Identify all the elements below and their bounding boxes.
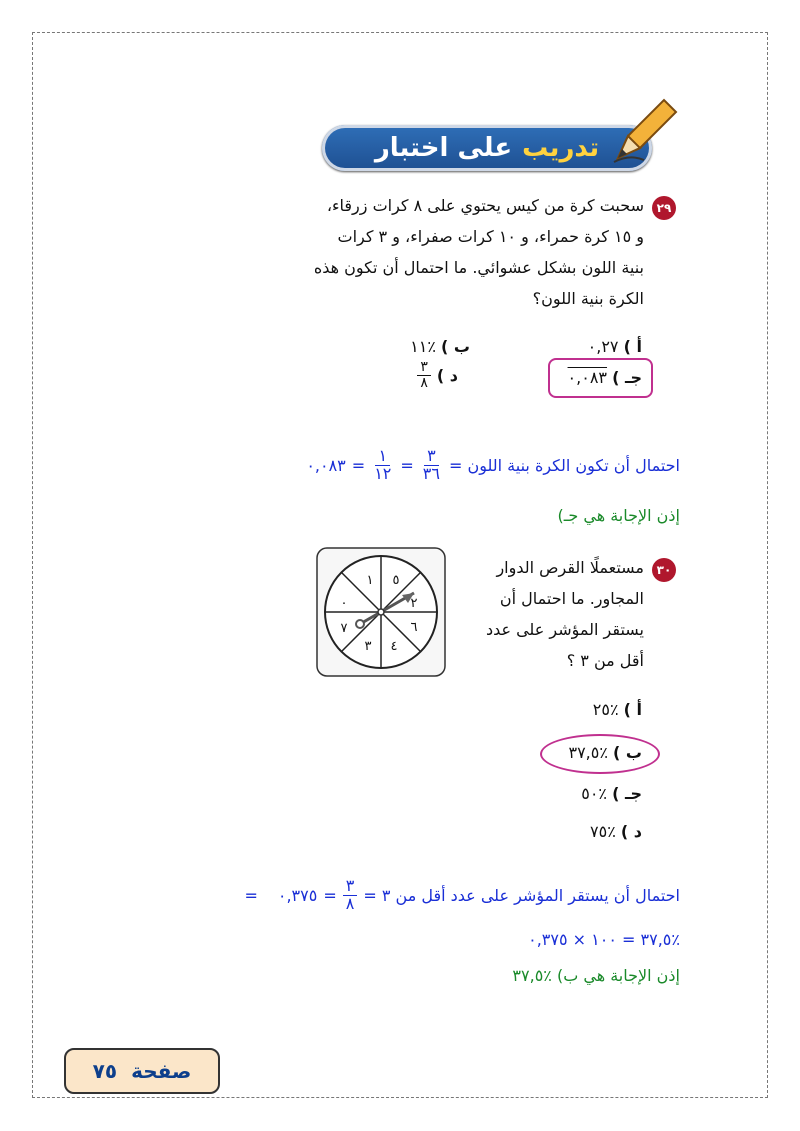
question-29-text — [304, 190, 644, 314]
spinner-label-0: ٠ — [340, 596, 348, 611]
q29-line-4: الكرة بنية اللون؟ — [532, 289, 644, 308]
spinner-label-2: ٢ — [410, 596, 418, 611]
spinner-figure — [316, 547, 446, 677]
banner-accent-word: تدريب — [522, 133, 600, 163]
q29-solution-line: احتمال أن تكون الكرة بنية اللون = $\frac{٣}{٣٦}$ = $\frac{١}{١٢}$ = ٠,٠٨٣ — [306, 446, 680, 483]
spinner-label-4: ٤ — [390, 639, 398, 654]
banner-main-word: على اختبار — [374, 133, 513, 163]
q30-option-b: ب ) ٪٣٧,٥ — [568, 743, 642, 762]
spinner-label-1: ١ — [366, 573, 374, 588]
q30-answer-line: إذن الإجابة هي ب) ٪٣٧,٥ — [512, 966, 680, 985]
q29-option-b: ب ) ٪١١ — [410, 337, 470, 356]
q29-line-3: بنية اللون بشكل عشوائي. ما احتمال أن تكون هذه — [313, 258, 644, 277]
spinner-label-5: ٥ — [392, 573, 400, 588]
q30-option-c: جـ ) ٪٥٠ — [581, 784, 642, 803]
spinner-label-3: ٣ — [364, 639, 372, 654]
q29-option-a: أ ) ٠,٢٧ — [587, 337, 642, 356]
q30-line-3: يستقر المؤشر على عدد — [485, 620, 644, 639]
q29-line-2: و ١٥ كرة حمراء، و ١٠ كرات صفراء، و ٣ كرات — [337, 227, 644, 246]
q30-option-d: د ) ٪٧٥ — [590, 822, 642, 841]
spinner-label-6: ٦ — [410, 620, 418, 635]
q30-option-a: أ ) ٪٢٥ — [592, 700, 642, 719]
page-number: ٧٥ — [92, 1059, 118, 1083]
q30-solution-line-2: ٪٣٧,٥ = ١٠٠ × ٠,٣٧٥ — [528, 930, 680, 949]
question-29-badge: ٢٩ — [652, 196, 676, 220]
spinner-label-7: ٧ — [340, 621, 348, 636]
pencil-icon — [610, 96, 680, 166]
q29-option-c: جـ ) ٠,٠٨٣ — [567, 368, 642, 387]
q29-line-1: سحبت كرة من كيس يحتوي على ٨ كرات زرقاء، — [326, 196, 644, 215]
question-30-text — [444, 552, 644, 676]
q30-solution-line-1: احتمال أن يستقر المؤشر على عدد أقل من ٣ = $\frac{٣}{٨}$ = ٠,٣٧٥ = — [244, 876, 680, 913]
q29-option-d: د ) $\frac{٣}{٨}$ — [417, 360, 458, 390]
q30-line-2: المجاور. ما احتمال أن — [499, 589, 644, 608]
q29-answer-line: إذن الإجابة هي جـ) — [557, 506, 680, 525]
exam-practice-banner — [322, 125, 652, 171]
page-number-box — [64, 1048, 220, 1094]
q30-line-1: مستعملًا القرص الدوار — [496, 558, 644, 577]
question-30-badge: ٣٠ — [652, 558, 676, 582]
page-label: صفحة — [131, 1059, 192, 1083]
q30-line-4: أقل من ٣ ؟ — [566, 651, 644, 670]
